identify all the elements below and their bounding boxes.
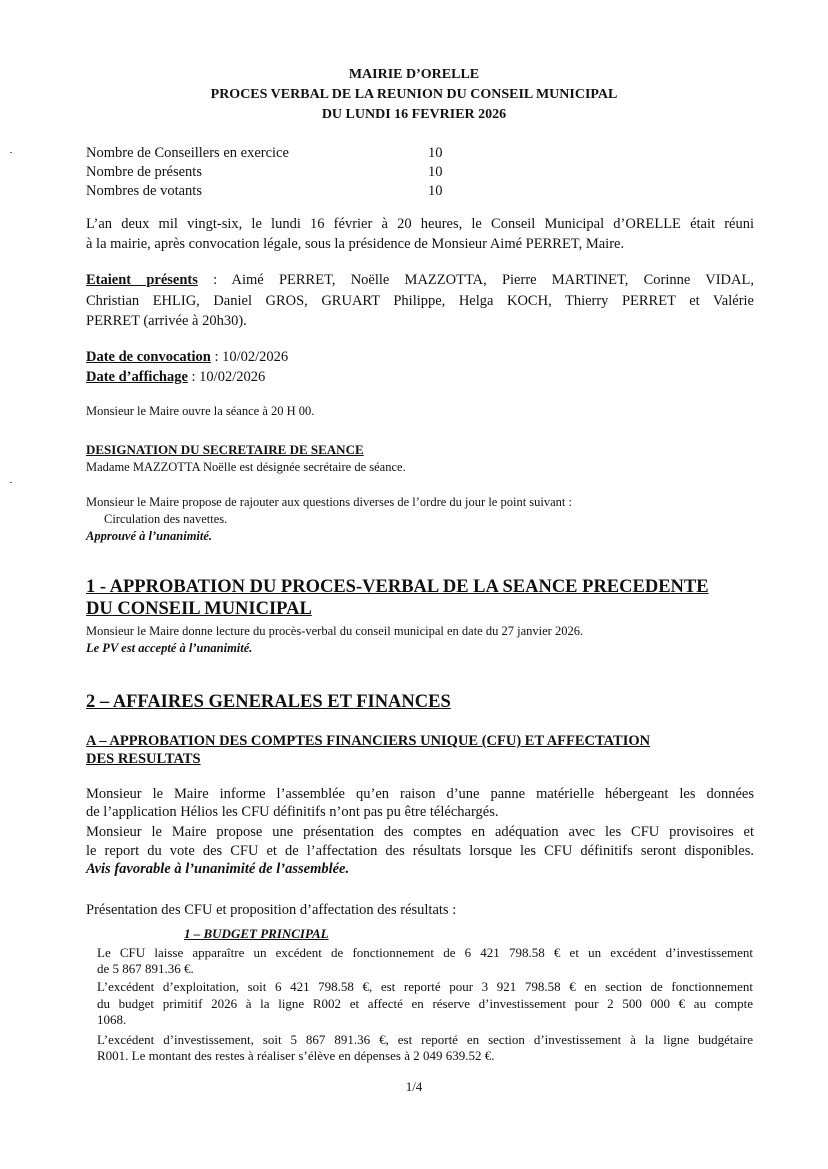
count-value: 10 [428, 164, 443, 180]
intro-line: L’an deux mil vingt-six, le lundi 16 février à 20 heures, le Conseil Municipal d’ORELLE était réuni [86, 216, 754, 232]
count-value: 10 [428, 145, 443, 161]
affichage-date [86, 369, 265, 386]
section-1-title: DU CONSEIL MUNICIPAL [86, 599, 312, 619]
intro-line: à la mairie, après convocation légale, sous la présidence de Monsieur Aimé PERRET, Maire. [86, 236, 625, 252]
secretary-text: Madame MAZZOTTA Noëlle est désignée secrétaire de séance. [86, 460, 406, 474]
addition-text: Monsieur le Maire propose de rajouter aux questions diverses de l’ordre du jour le point suivant : [86, 495, 572, 509]
header-line-2: PROCES VERBAL DE LA REUNION DU CONSEIL MUNICIPAL [210, 87, 618, 102]
avis-favorable: Avis favorable à l’unanimité de l’assemblée. [86, 861, 350, 877]
presents-line: Christian EHLIG, Daniel GROS, GRUART Philippe, Helga KOCH, Thierry PERRET et Valérie [86, 293, 754, 309]
count-label: Nombre de Conseillers en exercice [86, 145, 289, 161]
paragraph-line: Monsieur le Maire informe l’assemblée qu’en raison d’une panne matérielle hébergeant les données [86, 786, 754, 802]
subsection-a-title: A – APPROBATION DES COMPTES FINANCIERS UNIQUE (CFU) ET AFFECTATION [86, 733, 651, 749]
budget-line: 1068. [97, 1012, 127, 1027]
convocation-date [86, 349, 288, 366]
secretary-title: DESIGNATION DU SECRETAIRE DE SEANCE [86, 442, 364, 457]
section-1-text: Monsieur le Maire donne lecture du procès-verbal du conseil municipal en date du 27 janvier 2026. [86, 624, 584, 638]
section-1-title: 1 - APPROBATION DU PROCES-VERBAL DE LA SEANCE PRECEDENTE [86, 577, 709, 597]
count-label: Nombre de présents [86, 164, 202, 180]
count-label: Nombres de votants [86, 183, 202, 199]
opening-text: Monsieur le Maire ouvre la séance à 20 H 00. [86, 404, 315, 418]
budget-line: L’excédent d’exploitation, soit 6 421 798.58 €, est reporté pour 3 921 798.58 € en section de fonctionnement [97, 979, 753, 994]
paragraph-line: Monsieur le Maire propose une présentation des comptes en adéquation avec les CFU provisoires et [86, 824, 754, 840]
addition-item: Circulation des navettes. [104, 512, 228, 526]
budget-line: L’excédent d’investissement, soit 5 867 891.36 €, est reporté en section d’investissement à la ligne budgétaire [97, 1032, 753, 1047]
budget-line: de 5 867 891.36 €. [97, 961, 194, 976]
count-value: 10 [428, 183, 443, 199]
affichage-label: Date d’affichage [86, 369, 188, 385]
budget-principal-title: 1 – BUDGET PRINCIPAL [184, 926, 329, 941]
presents-line: PERRET (arrivée à 20h30). [86, 313, 247, 329]
presents-names: : Aimé PERRET, Noëlle MAZZOTTA, Pierre MARTINET, Corinne VIDAL, [197, 272, 754, 288]
section-1-approved: Le PV est accepté à l’unanimité. [86, 641, 253, 655]
budget-line: Le CFU laisse apparaître un excédent de fonctionnement de 6 421 798.58 € et un excédent d’investissement [97, 945, 753, 960]
paragraph-line: de l’application Hélios les CFU définitifs n’ont pas pu être téléchargés. [86, 804, 499, 820]
budget-line: R001. Le montant des restes à réaliser s’élève en dépenses à 2 049 639.52 €. [97, 1048, 495, 1063]
subsection-a-title: DES RESULTATS [86, 751, 201, 767]
convocation-value: : 10/02/2026 [210, 349, 289, 365]
presentation-text: Présentation des CFU et proposition d’affectation des résultats : [86, 902, 457, 918]
scan-speck [10, 152, 12, 153]
convocation-label: Date de convocation [86, 349, 211, 365]
presents-line [86, 271, 754, 290]
affichage-value: : 10/02/2026 [187, 369, 266, 385]
scan-speck [10, 482, 12, 483]
presents-label: Etaient présents [86, 272, 198, 288]
section-2-title: 2 – AFFAIRES GENERALES ET FINANCES [86, 692, 451, 712]
page-number: 1/4 [405, 1079, 423, 1094]
header-line-1: MAIRIE D’ORELLE [348, 67, 480, 82]
addition-approved: Approuvé à l’unanimité. [86, 529, 213, 543]
budget-line: du budget primitif 2026 à la ligne R002 et affecté en réserve d’investissement pour 2 500 000 € au compte [97, 996, 753, 1011]
paragraph-line: le report du vote des CFU et de l’affectation des résultats lorsque les CFU définitifs seront disponibles. [86, 843, 754, 859]
header-line-3: DU LUNDI 16 FEVRIER 2026 [321, 107, 507, 122]
